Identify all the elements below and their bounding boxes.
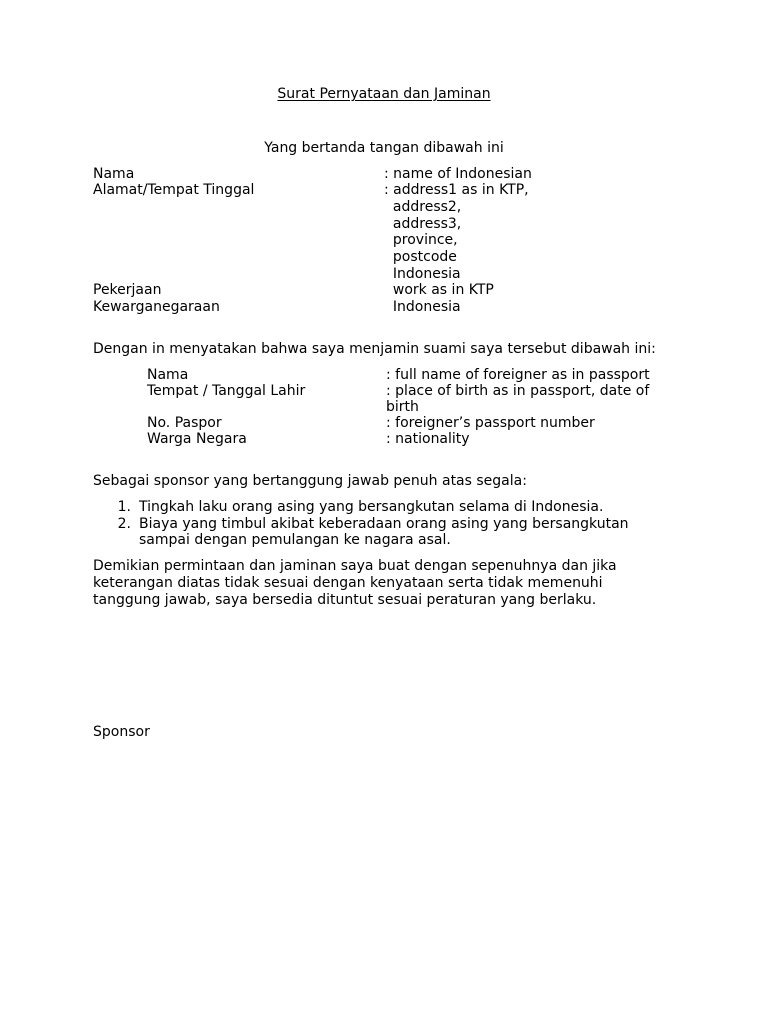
field-row <box>93 216 693 233</box>
field-value: : foreigner’s passport number <box>386 415 595 431</box>
field-value: province, <box>384 232 458 248</box>
field-row <box>93 182 693 199</box>
responsibility-list <box>93 499 673 549</box>
field-value: Indonesia <box>384 299 461 315</box>
field-row <box>147 399 687 416</box>
field-value: postcode <box>384 249 457 265</box>
field-row <box>93 166 693 183</box>
closing-line: keterangan diatas tidak sesuai dengan kenyataan serta tidak memenuhi <box>93 575 603 591</box>
field-label: Nama <box>93 166 135 182</box>
field-row <box>93 249 693 266</box>
list-number: 1. <box>117 499 131 515</box>
field-value: : place of birth as in passport, date of <box>386 383 650 399</box>
list-text: Biaya yang timbul akibat keberadaan orang asing yang bersangkutan <box>139 515 629 532</box>
field-row <box>147 383 687 400</box>
field-row <box>93 282 693 299</box>
field-value: : nationality <box>386 431 470 447</box>
responsibility-intro: Sebagai sponsor yang bertanggung jawab penuh atas segala: <box>93 473 527 489</box>
field-row <box>93 299 693 316</box>
field-value: : address1 as in KTP, <box>384 182 529 198</box>
list-text: Tingkah laku orang asing yang bersangkutan selama di Indonesia. <box>139 499 604 515</box>
field-value: address3, <box>384 216 462 232</box>
intro-line: Yang bertanda tangan dibawah ini <box>264 140 504 156</box>
list-number: 2. <box>117 515 131 532</box>
closing-line: tanggung jawab, saya bersedia dituntut sesuai peraturan yang berlaku. <box>93 592 597 608</box>
signature-label: Sponsor <box>93 724 150 740</box>
field-value: : full name of foreigner as in passport <box>386 367 650 383</box>
field-label: No. Paspor <box>147 415 222 431</box>
field-value: : name of Indonesian <box>384 166 532 182</box>
field-label: Warga Negara <box>147 431 247 447</box>
field-label: Tempat / Tanggal Lahir <box>147 383 306 399</box>
field-label: Kewarganegaraan <box>93 299 220 315</box>
field-label: Alamat/Tempat Tinggal <box>93 182 255 198</box>
field-row <box>93 199 693 216</box>
list-text: sampai dengan pemulangan ke nagara asal. <box>139 532 451 548</box>
field-value: Indonesia <box>384 266 461 282</box>
list-item <box>93 499 673 516</box>
document-title: Surat Pernyataan dan Jaminan <box>277 86 491 102</box>
field-value: birth <box>386 399 419 415</box>
list-item-continuation <box>93 532 673 549</box>
field-row <box>147 367 687 384</box>
field-label: Pekerjaan <box>93 282 162 298</box>
field-row <box>147 431 687 448</box>
list-item <box>93 516 673 533</box>
field-row <box>93 266 693 283</box>
statement-line: Dengan in menyatakan bahwa saya menjamin suami saya tersebut dibawah ini: <box>93 341 656 357</box>
closing-line: Demikian permintaan dan jaminan saya buat dengan sepenuhnya dan jika <box>93 558 617 574</box>
field-value: address2, <box>384 199 462 215</box>
field-label: Nama <box>147 367 189 383</box>
field-row <box>93 232 693 249</box>
field-row <box>147 415 687 432</box>
field-value: work as in KTP <box>384 282 494 298</box>
